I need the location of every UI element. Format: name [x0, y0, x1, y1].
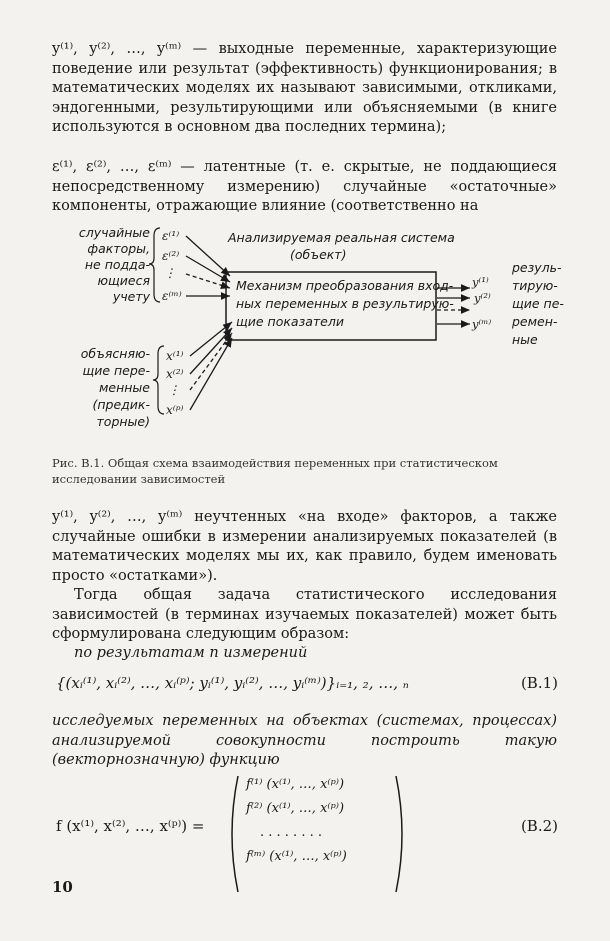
predictors-label-1: объясняю- — [80, 346, 150, 361]
vector-row-1: f⁽¹⁾ (x⁽¹⁾, …, x⁽ᵖ⁾) — [246, 777, 345, 792]
x-2: x⁽²⁾ — [166, 367, 184, 381]
predictors-label-4: (предик- — [92, 397, 150, 412]
paragraph-latent-components: ε⁽¹⁾, ε⁽²⁾, …, ε⁽ᵐ⁾ — латентные (т. е. скрытые, не поддающиеся непосредственному измерению) случайные «остаточные» компоненты, отражающие влияние (соответственно на — [52, 159, 557, 214]
right-paren — [396, 776, 402, 892]
y-1: y⁽¹⁾ — [472, 275, 489, 289]
eps-m: ε⁽ᵐ⁾ — [162, 289, 182, 303]
random-factors-label-2: факторы, — [87, 241, 150, 256]
random-factors-label-3: не подда- — [84, 257, 150, 272]
arrow-eps-2 — [186, 256, 230, 282]
mechanism-label-line2: ных переменных в результирую- — [236, 296, 454, 311]
eps-brace — [149, 228, 160, 302]
paragraph-construct-function: исследуемых переменных на объектах (системах, процессах) анализируемой совокупности построить такую (векторнозначную) функцию — [52, 713, 557, 768]
y-m: y⁽ᵐ⁾ — [472, 317, 492, 331]
x-brace — [153, 346, 164, 414]
paragraph-general-task: Тогда общая задача статистического исследования зависимостей (в терминах изучаемых показателей) может быть сформулирована следующим образом: — [52, 587, 557, 642]
random-factors-label-1: случайные — [78, 225, 150, 240]
system-label-line1: Анализируемая реальная система — [228, 230, 455, 245]
arrow-eps-3 — [186, 274, 230, 288]
eps-1: ε⁽¹⁾ — [162, 229, 180, 243]
figure-caption: Рис. В.1. Общая схема взаимодействия переменных при статистическом исследовании зависимостей — [52, 456, 498, 486]
arrow-x-p — [190, 338, 232, 410]
vector-row-m: f⁽ᵐ⁾ (x⁽¹⁾, …, x⁽ᵖ⁾) — [246, 849, 347, 864]
outcome-label-4: ремен- — [512, 314, 558, 329]
interaction-diagram — [0, 222, 610, 442]
eps-2: ε⁽²⁾ — [162, 249, 180, 263]
arrow-x-3 — [190, 333, 232, 390]
predictors-label-3: менные — [98, 380, 150, 395]
paragraph-unaccounted-factors: y⁽¹⁾, y⁽²⁾, …, y⁽ᵐ⁾ неучтенных «на входе» факторов, а также случайные ошибки в измерении анализируемых показателей (в математических моделях мы их, как правило, будем именовать просто «остатками»). — [52, 509, 557, 584]
outcome-label-2: тирую- — [512, 278, 558, 293]
eps-dots: ⋮ — [164, 266, 176, 280]
random-factors-label-4: ющиеся — [97, 273, 150, 288]
predictors-label-2: щие пере- — [82, 363, 150, 378]
paragraph-measurements: по результатам n измерений — [74, 645, 308, 661]
formula-b2-left: f (x⁽¹⁾, x⁽²⁾, …, x⁽ᵖ⁾) = — [56, 817, 205, 835]
formula-b1-number: (В.1) — [520, 674, 558, 692]
vector-row-2: f⁽²⁾ (x⁽¹⁾, …, x⁽ᵖ⁾) — [246, 801, 345, 816]
system-label-line2: (объект) — [290, 247, 347, 262]
paragraph-output-variables: y⁽¹⁾, y⁽²⁾, …, y⁽ᵐ⁾ — выходные переменные, характеризующие поведение или результат (эффективность) функционирования; в математических моделях их называют зависимыми, откликами, эндогенными, результирующими или объясняемыми (в книге используются в основном два последних термина); — [52, 41, 557, 135]
formula-b1: {(xᵢ⁽¹⁾, xᵢ⁽²⁾, …, xᵢ⁽ᵖ⁾; yᵢ⁽¹⁾, yᵢ⁽²⁾, …, yᵢ⁽ᵐ⁾)}ᵢ₌₁, ₂, …, ₙ — [56, 674, 409, 692]
outcome-label-3: щие пе- — [512, 296, 564, 311]
arrow-eps-1 — [186, 236, 230, 276]
mechanism-label-line1: Механизм преобразования вход- — [236, 278, 454, 293]
x-dots: ⋮ — [168, 383, 180, 397]
vector-row-dots: . . . . . . . . — [260, 825, 322, 840]
x-1: x⁽¹⁾ — [166, 349, 184, 363]
random-factors-label-5: учету — [112, 289, 150, 304]
mechanism-label-line3: щие показатели — [236, 314, 344, 329]
x-p: x⁽ᵖ⁾ — [166, 403, 184, 417]
left-paren — [232, 776, 238, 892]
page-number: 10 — [52, 878, 73, 896]
outcome-label-5: ные — [512, 332, 538, 347]
predictors-label-5: торные) — [96, 414, 150, 429]
formula-b2-number: (В.2) — [520, 817, 558, 835]
outcome-label-1: резуль- — [512, 260, 562, 275]
y-2: y⁽²⁾ — [474, 291, 491, 305]
